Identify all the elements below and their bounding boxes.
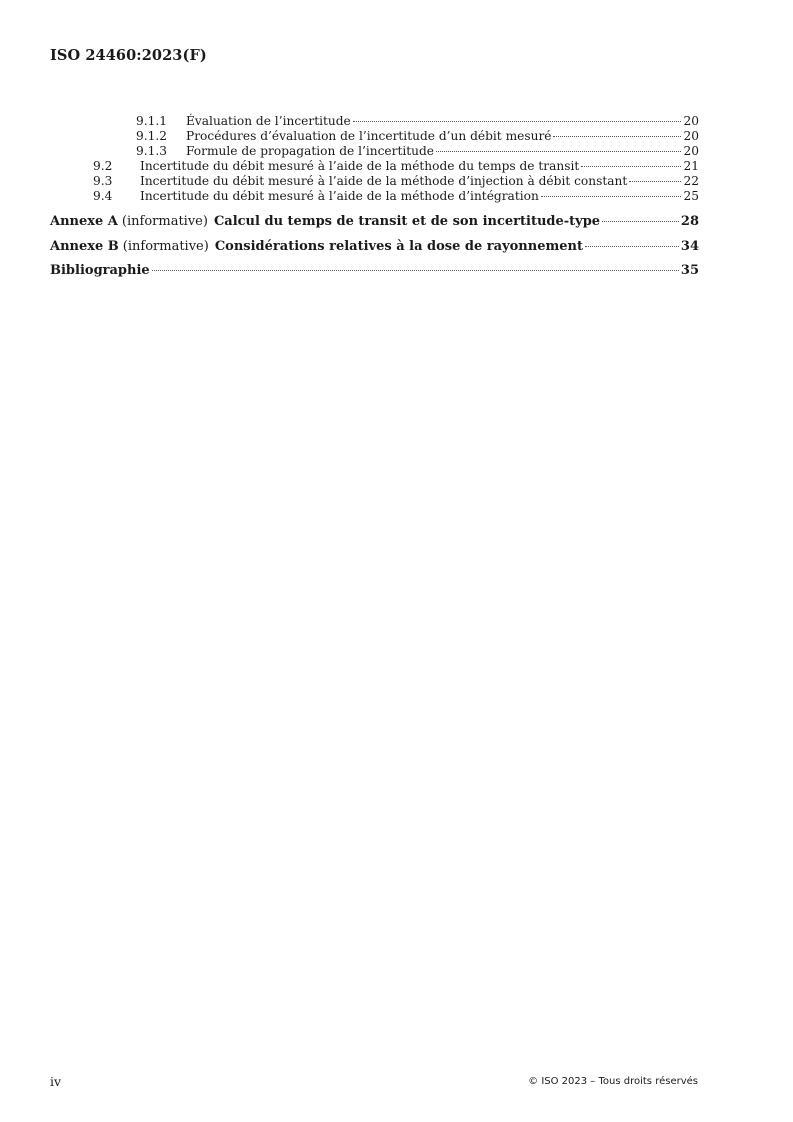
toc-entry-number: 9.1.3 <box>136 144 168 158</box>
toc-leader <box>553 136 681 137</box>
toc-leader <box>353 121 682 122</box>
bibliography-title: Bibliographie <box>50 263 150 278</box>
copyright-notice: © ISO 2023 – Tous droits réservés <box>528 1076 698 1087</box>
toc-entry-number: 9.3 <box>93 174 113 188</box>
toc-entry-page: 20 <box>683 114 699 128</box>
toc-entry-bibliographie[interactable] <box>50 264 699 278</box>
toc-entry-page: 20 <box>683 129 699 143</box>
toc-leader <box>602 221 679 222</box>
annex-label: Annexe A <box>50 214 118 229</box>
toc-entry-9-4[interactable] <box>93 189 699 203</box>
toc-entry-9-1-1[interactable] <box>136 114 699 128</box>
toc-entry-9-1-3[interactable] <box>136 144 699 158</box>
toc-leader <box>436 151 681 152</box>
toc-entry-page: 22 <box>683 174 699 188</box>
toc-entry-page: 34 <box>680 239 699 254</box>
page-number: iv <box>50 1074 62 1089</box>
toc-entry-page: 28 <box>680 214 699 229</box>
toc-entry-annexe-a[interactable] <box>50 215 699 229</box>
toc-leader <box>629 181 681 182</box>
toc-entry-number: 9.2 <box>93 159 113 173</box>
toc-entry-9-1-2[interactable] <box>136 129 699 143</box>
toc-leader <box>152 270 679 271</box>
annex-title: Calcul du temps de transit et de son incertitude-type <box>213 214 601 229</box>
toc-entry-title: Incertitude du débit mesuré à l’aide de la méthode d’intégration <box>140 189 539 203</box>
toc-entry-number: 9.1.1 <box>136 114 168 128</box>
toc-entry-title: Procédures d’évaluation de l’incertitude d’un débit mesuré <box>186 129 552 143</box>
toc-entry-title: Incertitude du débit mesuré à l’aide de la méthode d’injection à débit constant <box>140 174 628 188</box>
toc-entry-9-2[interactable] <box>93 159 699 173</box>
toc-entry-number: 9.1.2 <box>136 129 168 143</box>
annex-qualifier: (informative) <box>121 214 208 229</box>
annex-title: Considérations relatives à la dose de rayonnement <box>214 239 583 254</box>
toc-entry-title: Formule de propagation de l’incertitude <box>186 144 435 158</box>
annex-label: Annexe B <box>50 239 119 254</box>
toc-entry-page: 35 <box>680 263 699 278</box>
annex-qualifier: (informative) <box>122 239 209 254</box>
toc-leader <box>581 166 681 167</box>
toc-leader <box>585 246 679 247</box>
toc-entry-page: 20 <box>683 144 699 158</box>
toc-entry-title: Évaluation de l’incertitude <box>186 114 351 128</box>
toc-entry-page: 21 <box>683 159 699 173</box>
toc-leader <box>541 196 682 197</box>
toc-entry-page: 25 <box>683 189 699 203</box>
toc-entry-annexe-b[interactable] <box>50 240 699 254</box>
toc-entry-9-3[interactable] <box>93 174 699 188</box>
document-header: ISO 24460:2023(F) <box>50 47 207 64</box>
toc-entry-title: Incertitude du débit mesuré à l’aide de la méthode du temps de transit <box>140 159 580 173</box>
toc-entry-number: 9.4 <box>93 189 113 203</box>
